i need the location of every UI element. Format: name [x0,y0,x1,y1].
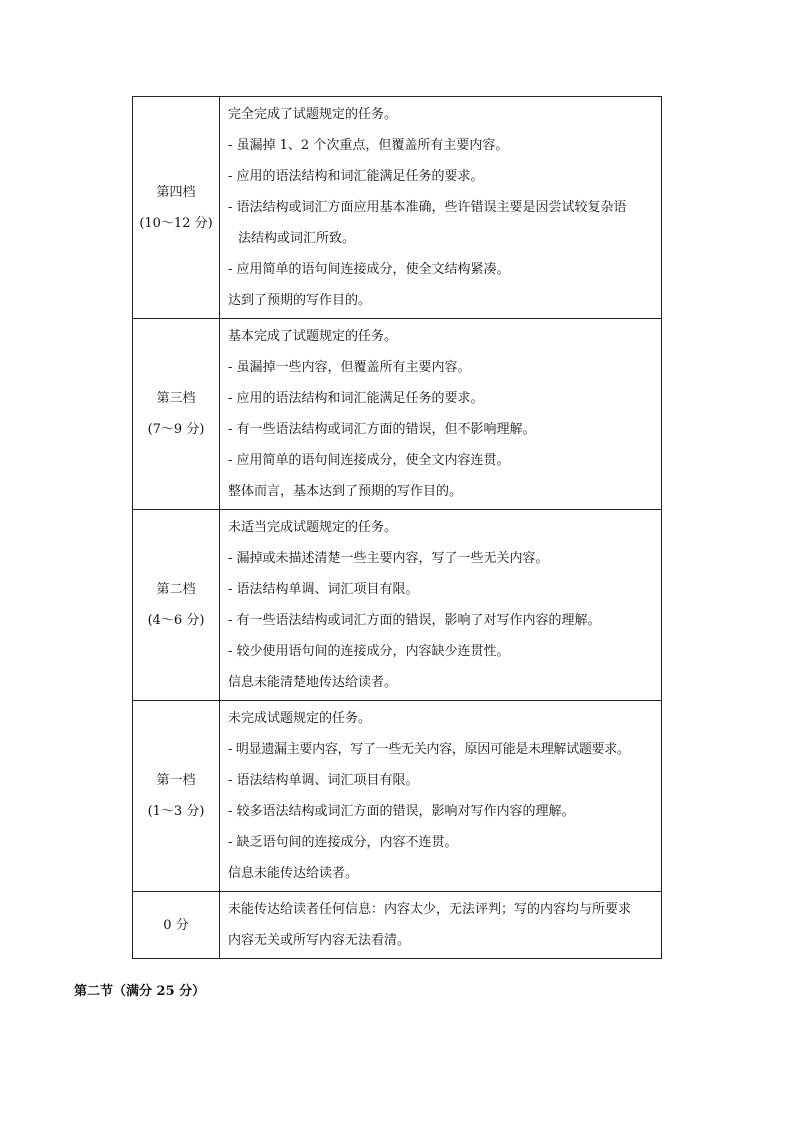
section-heading: 第二节（满分 25 分） [74,984,206,999]
description-line: - 虽漏掉一些内容，但覆盖所有主要内容。 [228,360,471,375]
description-line: - 虽漏掉 1、2 个次重点，但覆盖所有主要内容。 [228,138,509,153]
description-line: - 有一些语法结构或词汇方面的错误，影响了对写作内容的理解。 [228,613,601,628]
description-cell [220,97,662,319]
level-score-range: (4～6 分) [147,613,205,628]
level-score-range: (7～9 分) [147,422,205,437]
description-cell [220,510,662,701]
description-cell [220,892,662,959]
rubric-row-level-4 [133,97,662,319]
description-line: 完全完成了试题规定的任务。 [228,107,398,122]
description-line: - 较少使用语句间的连接成分，内容缺少连贯性。 [228,644,510,659]
description-line: 信息未能清楚地传达给读者。 [228,675,398,690]
description-line: 基本完成了试题规定的任务。 [228,329,398,344]
level-name: 第四档 [156,184,196,200]
level-score-range: (10～12 分) [139,215,213,231]
level-cell [133,892,220,959]
description-line: 未能传达给读者任何信息：内容太少，无法评判；写的内容均与所要求 [228,902,632,917]
description-line: 内容无关或所写内容无法看清。 [228,933,411,948]
level-name: 第三档 [156,391,196,406]
scoring-rubric-table [132,96,662,959]
description-line: - 应用的语法结构和词汇能满足任务的要求。 [228,391,484,406]
description-line: - 语法结构单调、词汇项目有限。 [228,582,419,597]
description-line: - 漏掉或未描述清楚一些主要内容，写了一些无关内容。 [228,551,549,566]
description-line: 未完成试题规定的任务。 [228,711,372,726]
description-line: - 应用简单的语句间连接成分，使全文内容连贯。 [228,453,510,468]
description-line: 未适当完成试题规定的任务。 [228,520,398,535]
description-line: - 缺乏语句间的连接成分，内容不连贯。 [228,835,458,850]
description-line: - 语法结构或词汇方面应用基本准确，些许错误主要是因尝试较复杂语 [228,200,627,215]
description-line: - 应用简单的语句间连接成分，使全文结构紧凑。 [228,262,510,277]
description-cell [220,319,662,510]
level-cell [133,701,220,892]
description-line: - 应用的语法结构和词汇能满足任务的要求。 [228,169,484,184]
rubric-row-level-1 [133,701,662,892]
description-cell [220,701,662,892]
level-cell [133,97,220,319]
description-line: - 明显遗漏主要内容，写了一些无关内容，原因可能是未理解试题要求。 [228,742,630,757]
level-cell [133,319,220,510]
description-line: 信息未能传达给读者。 [228,866,359,881]
level-name: 0 分 [163,917,189,933]
description-line: - 较多语法结构或词汇方面的错误，影响对写作内容的理解。 [228,804,575,819]
description-line: - 有一些语法结构或词汇方面的错误，但不影响理解。 [228,422,536,437]
level-name: 第二档 [156,582,196,597]
description-line: 达到了预期的写作目的。 [228,293,372,308]
level-name: 第一档 [156,773,196,788]
rubric-row-level-3 [133,319,662,510]
description-line: 法结构或词汇所致。 [238,231,356,246]
level-cell [133,510,220,701]
description-line: - 语法结构单调、词汇项目有限。 [228,773,419,788]
rubric-row-level-0 [133,892,662,959]
description-line: 整体而言，基本达到了预期的写作目的。 [228,484,463,499]
level-score-range: (1～3 分) [147,804,205,819]
rubric-row-level-2 [133,510,662,701]
